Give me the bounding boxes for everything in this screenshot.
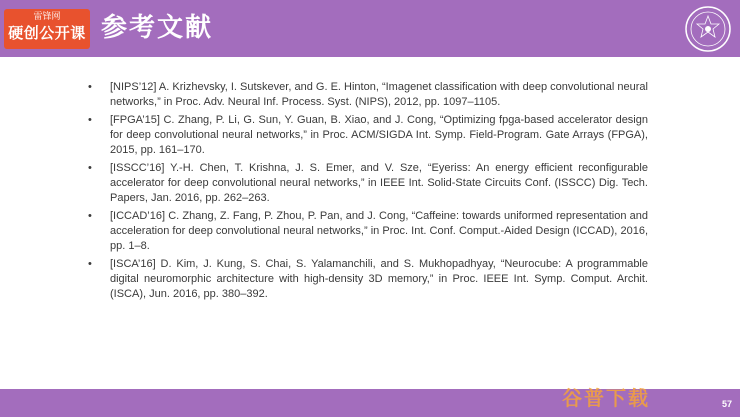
reference-text: [NIPS’12] A. Krizhevsky, I. Sutskever, and G. E. Hinton, “Imagenet classification with deep convolutional neural networks,” in Proc. Adv. Neural Inf. Process. Syst. (NIPS), 2012, pp. 1097–1105. <box>110 81 648 108</box>
slide-title: 参考文献 <box>101 13 214 43</box>
reference-text: [ISCA’16] D. Kim, J. Kung, S. Chai, S. Yalamanchili, and S. Mukhopadhyay, “Neurocube: A programmable digital neuromorphic architecture with high-density 3D memory,” in Proc. IEEE Int. Symp. Comput. Archit. (ISCA), Jun. 2016, pp. 380–392. <box>110 258 648 300</box>
bullet: • <box>88 162 92 174</box>
university-seal-icon <box>683 4 733 54</box>
header-bar <box>0 0 740 57</box>
reference-text: [FPGA’15] C. Zhang, P. Li, G. Sun, Y. Guan, B. Xiao, and J. Cong, “Optimizing fpga-based accelerator design for deep convolutional neural networks,” in Proc. ACM/SIGDA Int. Symp. Field-Program. Gate Arrays (FPGA), 2015, pp. 161–170. <box>110 114 648 156</box>
reference-item <box>88 257 648 302</box>
bullet: • <box>88 81 92 93</box>
reference-item <box>88 209 648 254</box>
reference-list <box>88 80 648 305</box>
bullet: • <box>88 258 92 270</box>
reference-text: [ISSCC’16] Y.-H. Chen, T. Krishna, J. S. Emer, and V. Sze, “Eyeriss: An energy efficient reconfigurable accelerator for deep convolutional neural networks,” in IEEE Int. Solid-State Circuits Conf. (ISSCC) Dig. Tech. Papers, Jan. 2016, pp. 262–263. <box>110 162 648 204</box>
reference-item <box>88 161 648 206</box>
logo-title: 硬创公开课 <box>8 24 86 42</box>
leiphone-logo <box>4 9 90 49</box>
page-number: 57 <box>721 399 732 409</box>
reference-item <box>88 113 648 158</box>
reference-item <box>88 80 648 110</box>
bullet: • <box>88 210 92 222</box>
reference-text: [ICCAD’16] C. Zhang, Z. Fang, P. Zhou, P. Pan, and J. Cong, “Caffeine: towards uniformed representation and acceleration for deep convolutional neural networks,” in Proc. Int. Conf. Comput.-Aided Design (ICCAD), 2016, pp. 1–8. <box>110 210 648 252</box>
watermark-logo: 谷普下载 <box>562 386 650 410</box>
logo-subtitle: 雷锋网 <box>33 12 61 22</box>
bullet: • <box>88 114 92 126</box>
